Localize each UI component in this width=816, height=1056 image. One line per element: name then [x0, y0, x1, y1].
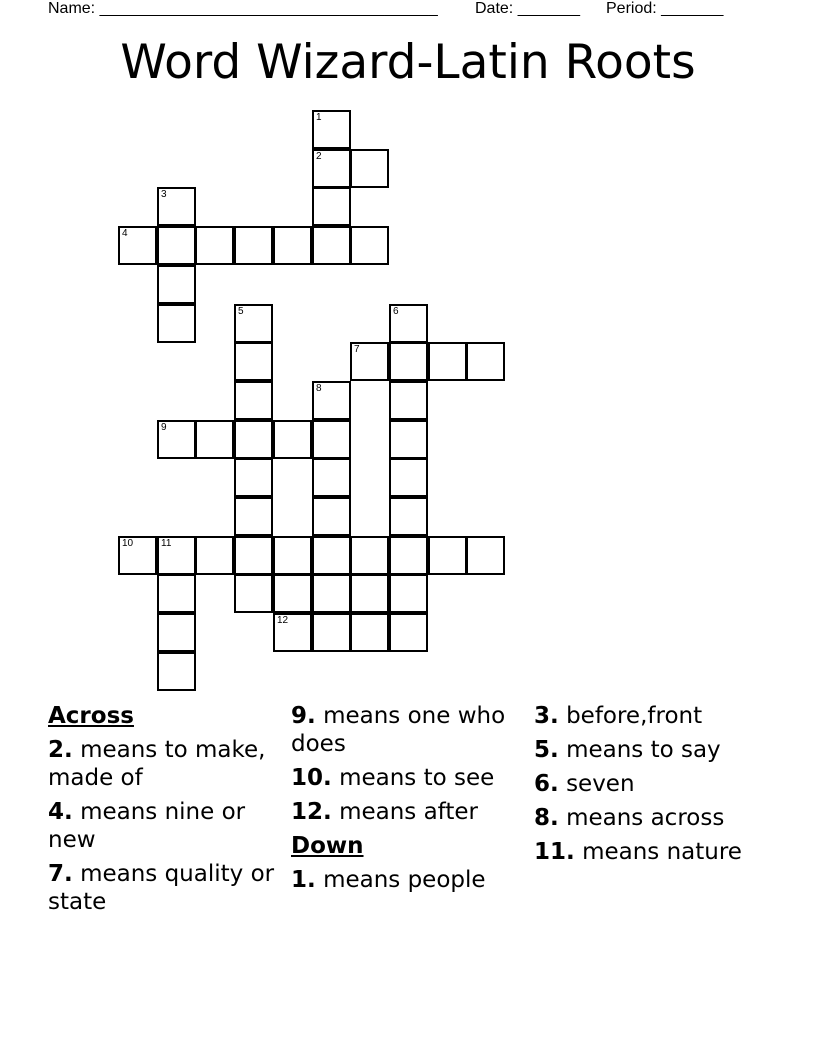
period-field[interactable]: Period: _______ [606, 0, 724, 17]
clue-number-label: 9 [161, 422, 167, 433]
crossword-cell[interactable] [118, 536, 157, 575]
crossword-cell[interactable] [312, 458, 351, 497]
crossword-cell[interactable] [195, 536, 234, 575]
clue-number: 11. [534, 839, 575, 865]
crossword-cell[interactable] [466, 536, 505, 575]
clue-number: 12. [291, 799, 332, 825]
crossword-cell[interactable] [157, 613, 196, 652]
clue-across-12 [291, 798, 521, 826]
clue-down-1 [291, 866, 521, 894]
crossword-cell[interactable] [234, 574, 273, 613]
crossword-cell[interactable] [234, 458, 273, 497]
clue-number-label: 4 [122, 228, 128, 239]
clue-text: seven [566, 771, 635, 797]
clue-across-9 [291, 702, 521, 758]
down-heading: Down [291, 833, 364, 859]
crossword-cell[interactable] [312, 187, 351, 226]
crossword-cell[interactable] [157, 536, 196, 575]
clue-number-label: 2 [316, 151, 322, 162]
crossword-cell[interactable] [428, 536, 467, 575]
crossword-cell[interactable] [312, 420, 351, 459]
clue-number: 8. [534, 805, 559, 831]
name-field[interactable]: Name: ______________________________________ [48, 0, 438, 17]
crossword-cell[interactable] [350, 536, 389, 575]
clue-text: before,front [566, 703, 703, 729]
clue-number: 3. [534, 703, 559, 729]
clue-number: 9. [291, 703, 316, 729]
clue-down-3 [534, 702, 764, 730]
crossword-cell[interactable] [350, 574, 389, 613]
crossword-cell[interactable] [157, 420, 196, 459]
clue-number-label: 11 [161, 538, 172, 549]
page-title: Word Wizard-Latin Roots [120, 35, 696, 90]
clue-text: means nature [582, 839, 742, 865]
crossword-cell[interactable] [312, 381, 351, 420]
crossword-cell[interactable] [389, 458, 428, 497]
crossword-cell[interactable] [466, 342, 505, 381]
crossword-cell[interactable] [273, 536, 312, 575]
crossword-cell[interactable] [312, 613, 351, 652]
crossword-cell[interactable] [273, 420, 312, 459]
crossword-cell[interactable] [157, 304, 196, 343]
clue-number: 5. [534, 737, 559, 763]
crossword-cell[interactable] [428, 342, 467, 381]
crossword-cell[interactable] [195, 226, 234, 265]
crossword-cell[interactable] [312, 574, 351, 613]
crossword-cell[interactable] [312, 110, 351, 149]
clue-number: 6. [534, 771, 559, 797]
across-heading: Across [48, 703, 134, 729]
crossword-cell[interactable] [157, 574, 196, 613]
crossword-cell[interactable] [389, 342, 428, 381]
clue-across-4 [48, 798, 278, 854]
clue-number: 2. [48, 737, 73, 763]
clue-down-11 [534, 838, 764, 866]
crossword-cell[interactable] [234, 342, 273, 381]
crossword-cell[interactable] [350, 613, 389, 652]
crossword-cell[interactable] [234, 226, 273, 265]
clue-number-label: 8 [316, 383, 322, 394]
crossword-cell[interactable] [234, 536, 273, 575]
crossword-cell[interactable] [195, 420, 234, 459]
clue-number: 7. [48, 861, 73, 887]
clue-text: means people [323, 867, 486, 893]
clue-number-label: 10 [122, 538, 134, 549]
clue-across-10 [291, 764, 521, 792]
clue-down-5 [534, 736, 764, 764]
clue-text: means to make, made of [48, 737, 266, 791]
clue-text: means nine or new [48, 799, 246, 853]
crossword-cell[interactable] [312, 149, 351, 188]
crossword-cell[interactable] [273, 226, 312, 265]
crossword-cell[interactable] [312, 536, 351, 575]
clue-column-2 [291, 702, 521, 900]
crossword-cell[interactable] [157, 652, 196, 691]
crossword-cell[interactable] [273, 574, 312, 613]
clue-text: means to see [339, 765, 495, 791]
clue-number-label: 7 [354, 344, 360, 355]
crossword-cell[interactable] [389, 304, 428, 343]
clue-column-1 [48, 702, 278, 922]
clue-number: 1. [291, 867, 316, 893]
crossword-cell[interactable] [157, 187, 196, 226]
clue-text: means after [339, 799, 478, 825]
clue-number-label: 12 [277, 615, 289, 626]
crossword-cell[interactable] [273, 613, 312, 652]
date-field[interactable]: Date: _______ [475, 0, 580, 17]
crossword-cell[interactable] [389, 497, 428, 536]
clue-text: means to say [566, 737, 721, 763]
clue-number: 10. [291, 765, 332, 791]
clue-down-6 [534, 770, 764, 798]
crossword-cell[interactable] [389, 574, 428, 613]
crossword-cell[interactable] [350, 342, 389, 381]
crossword-cell[interactable] [118, 226, 157, 265]
crossword-cell[interactable] [389, 381, 428, 420]
clue-number-label: 5 [238, 306, 244, 317]
crossword-cell[interactable] [312, 497, 351, 536]
clue-text: means quality or state [48, 861, 275, 915]
crossword-cell[interactable] [389, 613, 428, 652]
crossword-cell[interactable] [389, 420, 428, 459]
clue-number-label: 6 [393, 306, 399, 317]
crossword-cell[interactable] [234, 381, 273, 420]
clue-across-7 [48, 860, 278, 916]
crossword-cell[interactable] [234, 420, 273, 459]
clue-number-label: 3 [161, 189, 167, 200]
clue-across-2 [48, 736, 278, 792]
crossword-cell[interactable] [234, 497, 273, 536]
crossword-cell[interactable] [157, 226, 196, 265]
crossword-cell[interactable] [389, 536, 428, 575]
crossword-cell[interactable] [350, 149, 389, 188]
clue-number-label: 1 [316, 112, 322, 123]
clue-text: means across [566, 805, 725, 831]
crossword-cell[interactable] [157, 265, 196, 304]
clue-number: 4. [48, 799, 73, 825]
clue-column-3 [534, 702, 764, 872]
crossword-cell[interactable] [234, 304, 273, 343]
crossword-cell[interactable] [312, 226, 351, 265]
clue-text: means one who does [291, 703, 506, 757]
clue-down-8 [534, 804, 764, 832]
crossword-cell[interactable] [350, 226, 389, 265]
